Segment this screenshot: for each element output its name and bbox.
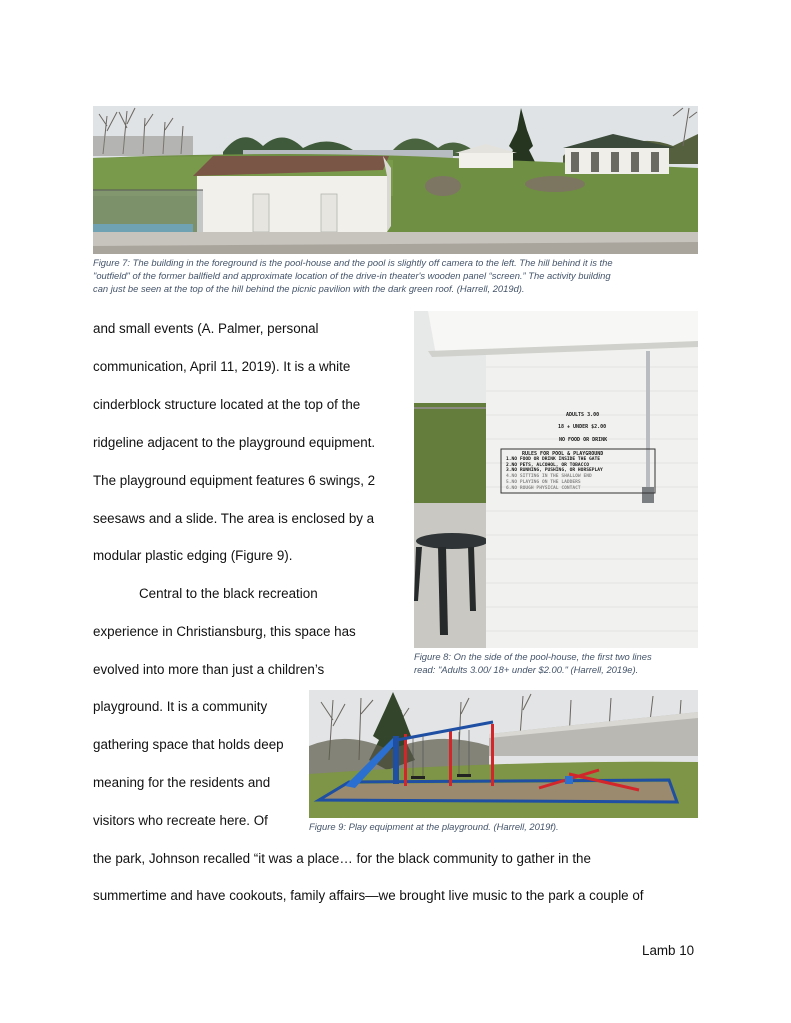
body-text-line: Central to the black recreation — [139, 586, 318, 601]
sign-rule: 5.NO PLAYING ON THE LADDERS — [506, 479, 581, 485]
sign-under-line: 18 + UNDER $2.00 — [558, 424, 607, 430]
caption-line: "outfield" of the former ballfield and approximate location of the drive-in theater's wooden panel “screen.” The activity building — [93, 270, 611, 281]
caption-line: can just be seen at the top of the hill behind the picnic pavilion with the dark green roof. (Harrell, 2019d). — [93, 283, 525, 294]
sign-rules-title: RULES FOR POOL & PLAYGROUND — [522, 451, 604, 457]
sign-rule: 3.NO RUNNING, PUSHING, OR HORSEPLAY — [506, 468, 603, 474]
sign-rule: 6.NO ROUGH PHYSICAL CONTACT — [506, 485, 581, 491]
body-text-line: visitors who recreate here. Of — [93, 813, 268, 828]
body-text-line: summertime and have cookouts, family affairs—we brought live music to the park a couple of — [93, 888, 644, 903]
page-number: Lamb 10 — [642, 943, 695, 958]
body-text-line: the park, Johnson recalled “it was a place… for the black community to gather in the — [93, 851, 591, 866]
sign-no-food: NO FOOD OR DRINK — [559, 437, 608, 443]
body-text-line: and small events (A. Palmer, personal — [93, 321, 319, 336]
body-text-line: gathering space that holds deep — [93, 737, 284, 752]
pool-sign-text — [414, 311, 698, 648]
sign-rule: 2.NO PETS, ALCOHOL, OR TOBACCO — [506, 462, 589, 468]
body-text-line: communication, April 11, 2019). It is a white — [93, 359, 351, 374]
body-text-line: modular plastic edging (Figure 9). — [93, 548, 293, 563]
sign-rule: 1.NO FOOD OR DRINK INSIDE THE GATE — [506, 457, 601, 462]
sign-adults-line: ADULTS 3.00 — [566, 412, 600, 418]
figure-7-caption — [93, 256, 703, 295]
figure-9-photo — [309, 690, 698, 818]
sign-rules-list — [506, 457, 603, 491]
sign-rule: 4.NO SITTING IN THE SHALLOW END — [506, 474, 592, 480]
body-text-line: playground. It is a community — [93, 699, 268, 714]
body-text-line: seesaws and a slide. The area is enclosed by a — [93, 511, 375, 526]
caption-line: Figure 7: The building in the foreground is the pool-house and the pool is slightly off camera to the left. The hill behind it is the — [93, 257, 613, 268]
body-text-line: ridgeline adjacent to the playground equipment. — [93, 435, 376, 450]
caption-line: read: "Adults 3.00/ 18+ under $2.00." (Harrell, 2019e). — [414, 664, 639, 675]
body-text-line: evolved into more than just a children’s — [93, 662, 325, 677]
body-text-line: experience in Christiansburg, this space has — [93, 624, 356, 639]
caption-line: Figure 8: On the side of the pool-house, the first two lines — [414, 651, 652, 662]
body-text-line: cinderblock structure located at the top of the — [93, 397, 361, 412]
body-text-line: The playground equipment features 6 swings, 2 — [93, 473, 376, 488]
figure-8-caption — [414, 650, 704, 676]
figure-7-photo — [93, 106, 698, 254]
figure-9-caption: Figure 9: Play equipment at the playground. (Harrell, 2019f). — [309, 821, 559, 832]
body-text-line: meaning for the residents and — [93, 775, 271, 790]
